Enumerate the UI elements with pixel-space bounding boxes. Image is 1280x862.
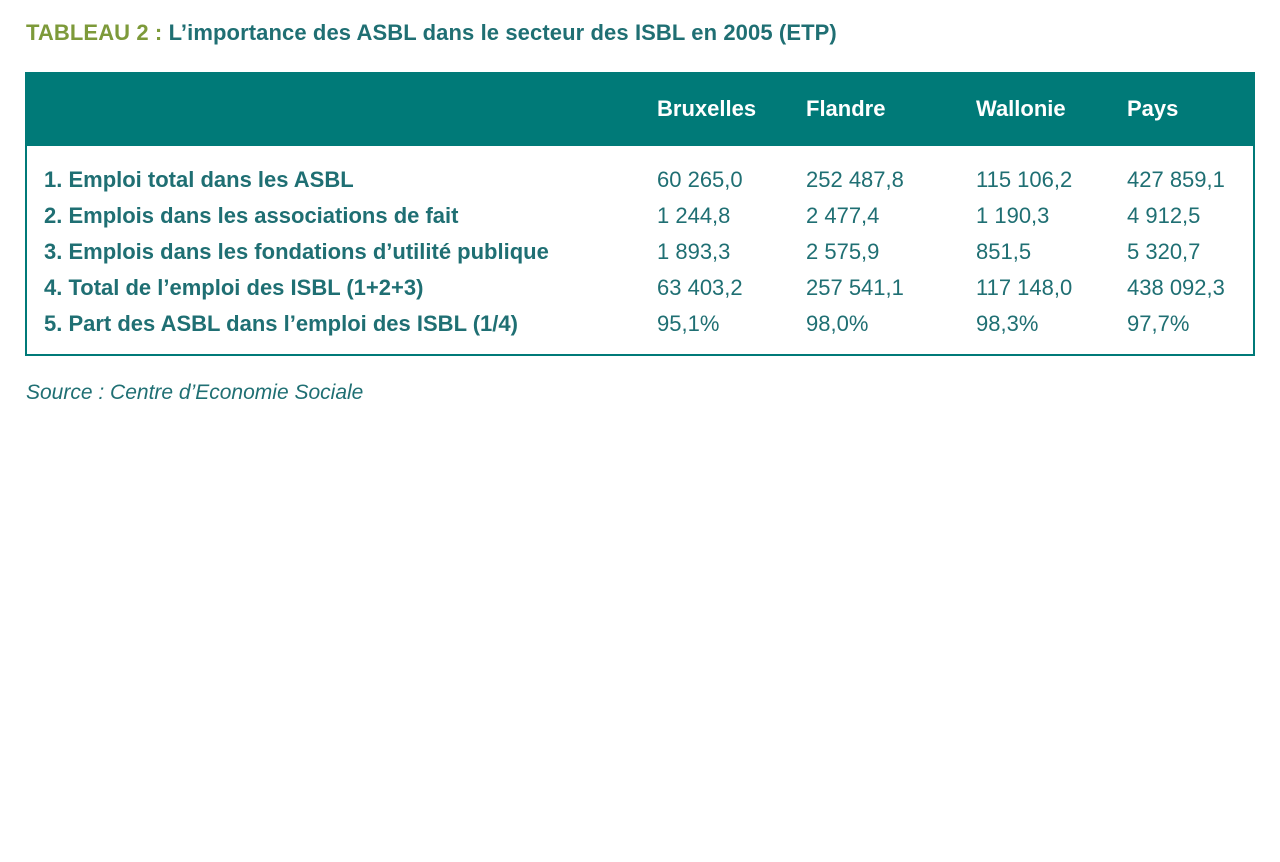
col-header-flandre: Flandre [806, 96, 886, 121]
table-title: L’importance des ASBL dans le secteur des ISBL en 2005 (ETP) [168, 20, 837, 45]
cell-flandre: 257 541,1 [806, 275, 904, 300]
cell-wallonie: 117 148,0 [976, 275, 1073, 300]
data-table [25, 72, 1255, 356]
row-label: 3. Emplois dans les fondations d’utilité publique [44, 239, 549, 264]
row-label: 4. Total de l’emploi des ISBL (1+2+3) [44, 275, 424, 300]
cell-wallonie: 115 106,2 [976, 167, 1073, 192]
cell-pays: 438 092,3 [1127, 275, 1225, 300]
table-row [27, 306, 1253, 342]
col-header-bruxelles: Bruxelles [657, 96, 757, 121]
cell-wallonie: 98,3% [976, 311, 1039, 336]
cell-wallonie: 1 190,3 [976, 203, 1050, 228]
cell-bruxelles: 60 265,0 [657, 167, 743, 192]
cell-pays: 4 912,5 [1127, 203, 1201, 228]
table-number-label: TABLEAU 2 : [26, 20, 163, 45]
table-header-row [27, 74, 1253, 146]
row-label: 2. Emplois dans les associations de fait [44, 203, 459, 228]
table-row [27, 234, 1253, 270]
table-row [27, 270, 1253, 306]
col-header-pays: Pays [1127, 96, 1179, 121]
cell-bruxelles: 1 244,8 [657, 203, 731, 228]
cell-pays: 97,7% [1127, 311, 1190, 336]
row-label: 5. Part des ASBL dans l’emploi des ISBL (1/4) [44, 311, 518, 336]
cell-pays: 427 859,1 [1127, 167, 1225, 192]
cell-bruxelles: 1 893,3 [657, 239, 731, 264]
source-note: Source : Centre d’Economie Sociale [26, 381, 364, 404]
col-header-wallonie: Wallonie [976, 96, 1066, 121]
table-row [27, 162, 1253, 198]
table-caption [26, 20, 837, 46]
table-row [27, 198, 1253, 234]
cell-flandre: 2 575,9 [806, 239, 880, 264]
cell-pays: 5 320,7 [1127, 239, 1201, 264]
cell-flandre: 252 487,8 [806, 167, 904, 192]
cell-wallonie: 851,5 [976, 239, 1032, 264]
cell-flandre: 2 477,4 [806, 203, 880, 228]
cell-bruxelles: 63 403,2 [657, 275, 743, 300]
cell-bruxelles: 95,1% [657, 311, 720, 336]
cell-flandre: 98,0% [806, 311, 869, 336]
row-label: 1. Emploi total dans les ASBL [44, 167, 354, 192]
